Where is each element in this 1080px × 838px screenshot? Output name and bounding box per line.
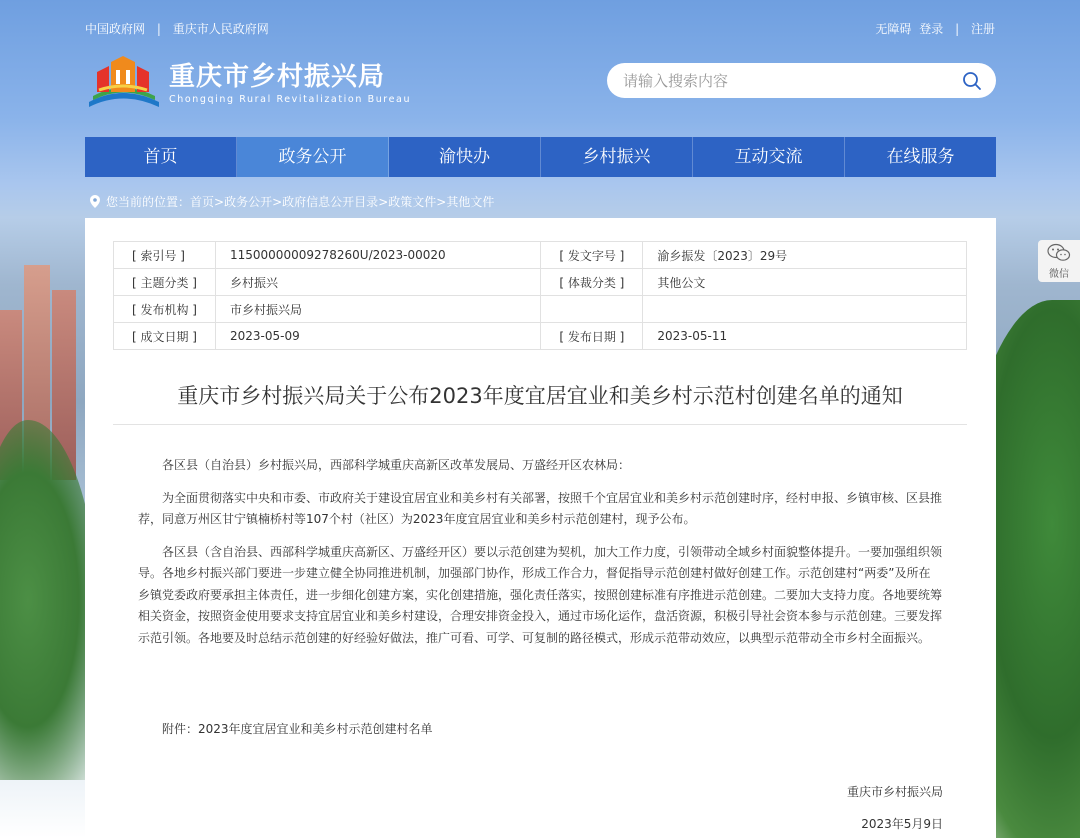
meta-value: 乡村振兴 [216,269,541,296]
link-cq-gov[interactable]: 重庆市人民政府网 [172,22,269,36]
nav-item-interaction[interactable]: 互动交流 [693,137,845,177]
nav-item-government-affairs[interactable]: 政务公开 [237,137,389,177]
meta-value: 市乡村振兴局 [216,296,541,323]
attachment-link[interactable]: 附件：2023年度宜居宜业和美乡村示范创建村名单 [162,722,433,736]
breadcrumb-info-catalog[interactable]: 政府信息公开目录 [282,195,379,209]
breadcrumb-other-docs[interactable]: 其他文件 [446,195,495,209]
breadcrumb-government-affairs[interactable]: 政务公开 [224,195,273,209]
signature-date: 2023年5月9日 [861,817,943,831]
meta-label: [ 发布机构 ] [114,296,216,323]
meta-label: [ 体裁分类 ] [541,269,643,296]
login-link[interactable]: 登录 [919,22,944,36]
nav-item-rural-revitalization[interactable]: 乡村振兴 [541,137,693,177]
nav-item-home[interactable]: 首页 [85,137,237,177]
separator: | [955,22,960,36]
wechat-icon [1047,243,1071,263]
signature: 重庆市乡村振兴局 [846,785,943,799]
site-title: 重庆市乡村振兴局 [169,62,386,92]
meta-value: 2023-05-09 [216,323,541,350]
content-panel [85,218,996,838]
main-nav [85,137,996,177]
meta-label: [ 发文字号 ] [541,242,643,269]
meta-label: [ 成文日期 ] [114,323,216,350]
wechat-label: 微信 [1049,269,1069,280]
link-gov-cn[interactable]: 中国政府网 [85,22,146,36]
nav-item-yukuaiban[interactable]: 渝快办 [389,137,541,177]
article-paragraph: 为全面贯彻落实中央和市委、市政府关于建设宜居宜业和美乡村有关部署，按照千个宜居宜业和美乡村示范创建时序，经村申报、乡镇审核、区县推荐，同意万州区甘宁镇楠桥村等107个村（社区）为2023年度宜居宜业和美乡村示范创建村，现予公布。 [138,490,943,526]
article-title: 重庆市乡村振兴局关于公布2023年度宜居宜业和美乡村示范村创建名单的通知 [177,384,903,408]
article-paragraph: 各区县（含自治县、西部科学城重庆高新区、万盛经开区）要以示范创建为契机，加大工作力度，引领带动全域乡村面貌整体提升。一要加强组织领导。各地乡村振兴部门要进一步建立健全协同推进机制，加强部门协作，形成工作合力，督促指导示范创建村做好创建工作。示范创建村“两委”及所在乡镇党委政府要承担主体责任，进一步细化创建方案，实化创建措施，强化责任落实，按照创建标准有序推进示范创建。二要加大支持力度。各地要统筹相关资金，按照资金使用要求支持宜居宜业和美乡村建设，合理安排资金投入，通过市场化运作，盘活资源，积极引导社会资本参与示范创建。三要发挥示范引领。各地要及时总结示范创建的好经验好做法，推广可看、可学、可复制的路径模式，形成示范带动效应，以典型示范带动全市乡村全面振兴。 [138,544,943,645]
table-row [114,242,967,269]
meta-value: 渝乡振发〔2023〕29号 [643,242,967,269]
meta-label: [ 主题分类 ] [114,269,216,296]
search-input[interactable] [623,69,943,93]
breadcrumb-separator: > [436,194,447,209]
meta-label-empty [541,296,643,323]
top-bar [85,20,995,38]
breadcrumb [90,193,494,210]
meta-value: 2023-05-11 [643,323,967,350]
separator: | [156,22,161,36]
search-box [607,63,996,98]
site-logo[interactable] [85,52,425,112]
accessibility-link[interactable]: 无障碍 [875,22,912,36]
table-row [114,323,967,350]
article-body [138,455,942,660]
site-subtitle: Chongqing Rural Revitalization Bureau [169,94,412,105]
breadcrumb-home[interactable]: 首页 [190,195,215,209]
meta-value-empty [643,296,967,323]
wechat-button[interactable] [1038,240,1080,282]
bureau-emblem-icon [85,52,161,110]
article-paragraph: 各区县（自治县）乡村振兴局，西部科学城重庆高新区改革发展局、万盛经开区农林局： [162,458,631,472]
meta-label: [ 发布日期 ] [541,323,643,350]
table-row [114,269,967,296]
table-row [114,296,967,323]
meta-value: 11500000009278260U/2023-00020 [216,242,541,269]
meta-value: 其他公文 [643,269,967,296]
title-divider [113,424,967,425]
breadcrumb-policy-docs[interactable]: 政策文件 [388,195,437,209]
breadcrumb-separator: > [272,194,283,209]
breadcrumb-separator: > [214,194,225,209]
breadcrumb-prefix: 您当前的位置： [106,195,191,209]
meta-label: [ 索引号 ] [114,242,216,269]
document-meta-table [113,241,967,350]
search-icon[interactable] [962,71,982,91]
location-pin-icon [90,195,100,208]
register-link[interactable]: 注册 [970,22,995,36]
nav-item-online-services[interactable]: 在线服务 [886,147,955,167]
breadcrumb-separator: > [378,194,389,209]
